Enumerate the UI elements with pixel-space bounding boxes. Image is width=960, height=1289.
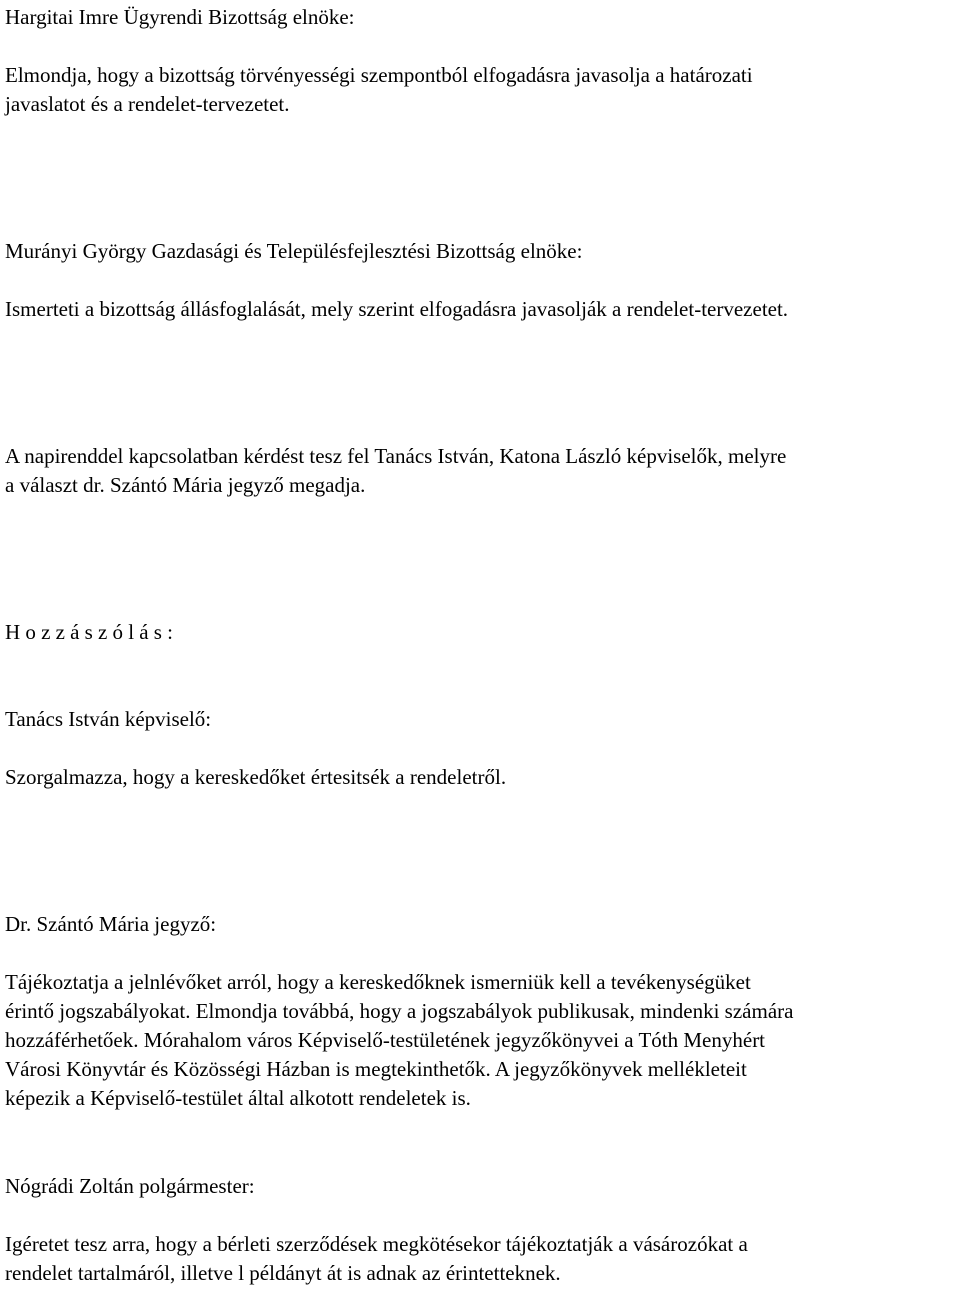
paragraph-line: A napirenddel kapcsolatban kérdést tesz fel Tanács István, Katona László képviselők, melyre — [5, 444, 787, 468]
speaker-heading-tanacs: Tanács István képviselő: — [5, 707, 212, 731]
section-heading-hozzaszolas: Hozzászólás: — [5, 620, 179, 644]
paragraph-line: Tájékoztatja a jelnlévőket arról, hogy a kereskedőknek ismerniük kell a tevékenységüket — [5, 970, 751, 994]
paragraph-line: érintő jogszabályokat. Elmondja továbbá, hogy a jogszabályok publikusak, mindenki számára — [5, 999, 794, 1023]
speaker-heading-szanto: Dr. Szántó Mária jegyző: — [5, 912, 217, 936]
paragraph-line: Igéretet tesz arra, hogy a bérleti szerződések megkötésekor tájékoztatják a vásározókat a — [5, 1232, 748, 1256]
speaker-heading-nogradi: Nógrádi Zoltán polgármester: — [5, 1174, 255, 1198]
speaker-heading-hargitai: Hargitai Imre Ügyrendi Bizottság elnöke: — [5, 5, 355, 29]
paragraph-line: rendelet tartalmáról, illetve l példányt át is adnak az érintetteknek. — [5, 1261, 561, 1285]
paragraph-line: Elmondja, hogy a bizottság törvényességi szempontból elfogadásra javasolja a határozati — [5, 63, 753, 87]
paragraph-line: javaslatot és a rendelet-tervezetet. — [5, 92, 290, 116]
paragraph-line: Ismerteti a bizottság állásfoglalását, mely szerint elfogadásra javasolják a rendelet-tervezetet. — [5, 297, 789, 321]
paragraph-line: a választ dr. Szántó Mária jegyző megadja. — [5, 473, 366, 497]
paragraph-line: hozzáférhetőek. Mórahalom város Képviselő-testületének jegyzőkönyvei a Tóth Menyhért — [5, 1028, 766, 1052]
paragraph-line: Szorgalmazza, hogy a kereskedőket értesitsék a rendeletről. — [5, 765, 507, 789]
paragraph-line: képezik a Képviselő-testület által alkotott rendeletek is. — [5, 1086, 471, 1110]
speaker-heading-muranyi: Murányi György Gazdasági és Településfejlesztési Bizottság elnöke: — [5, 239, 583, 263]
paragraph-line: Városi Könyvtár és Közösségi Házban is megtekinthetők. A jegyzőkönyvek mellékleteit — [5, 1057, 747, 1081]
